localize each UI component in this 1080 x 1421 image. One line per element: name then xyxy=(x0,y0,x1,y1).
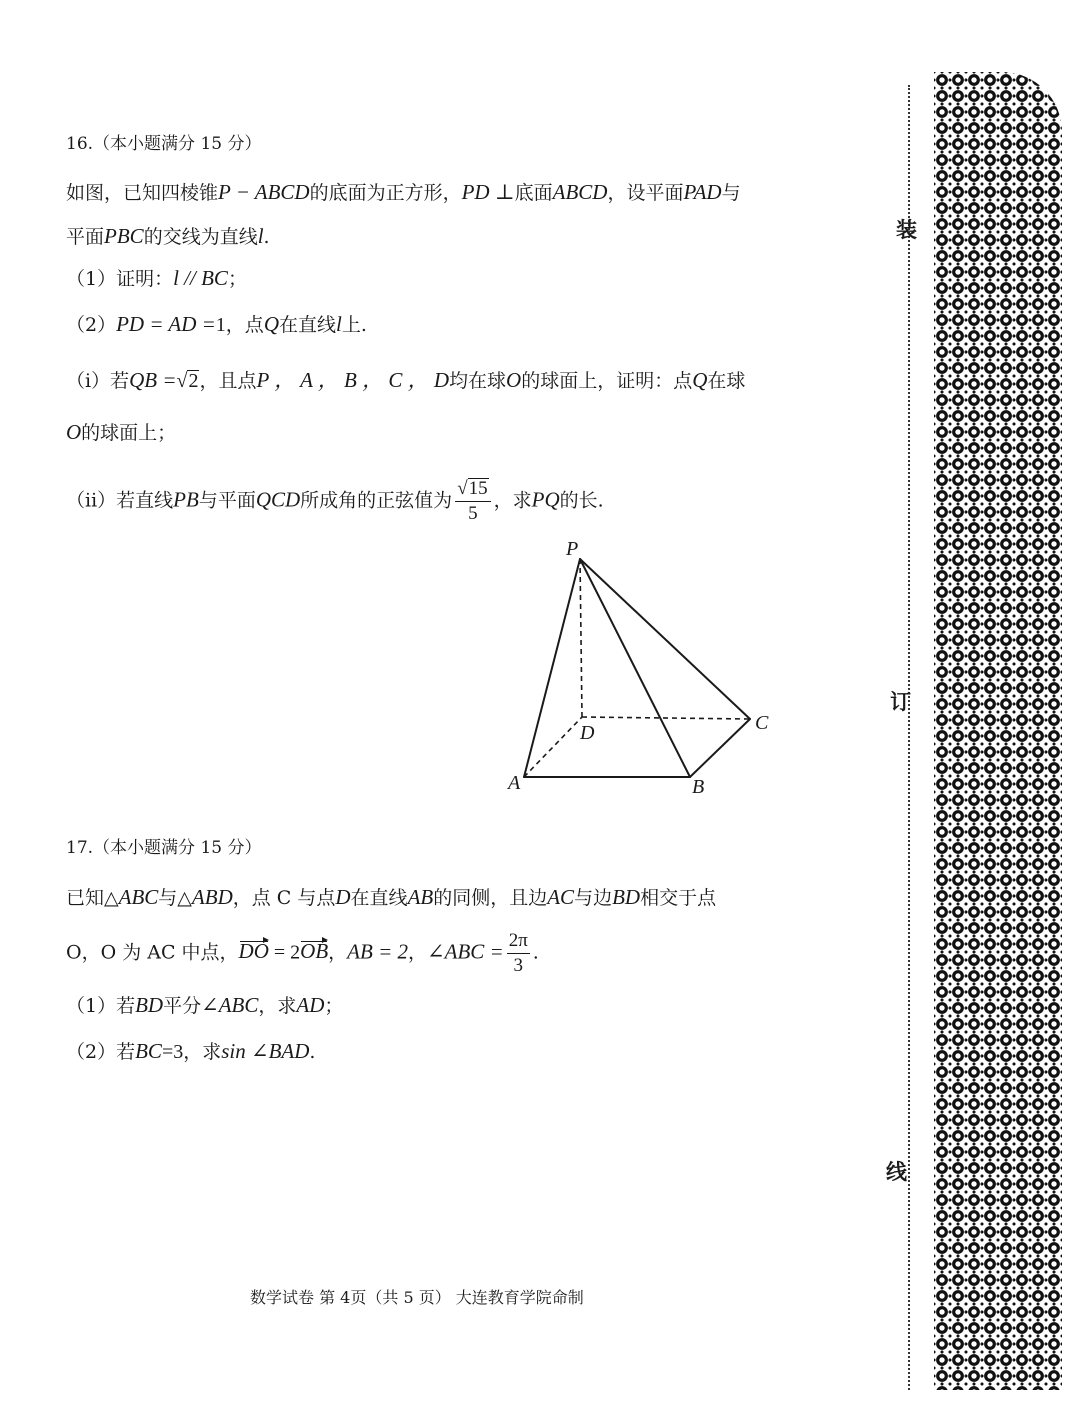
q17-header: 17.（本小题满分 15 分） xyxy=(66,838,262,858)
edge-PB xyxy=(580,559,690,777)
q16-subpart-ii: （ⅱ）若直线PB与平面QCD所成角的正弦值为 $\frac{√15}{5}$ ，求PQ的长. xyxy=(66,478,604,524)
page-footer: 数学试卷 第 4页（共 5 页） 大连教育学院命制 xyxy=(250,1288,584,1307)
sqrt15-over-5: $\frac{√15}{5}$ xyxy=(455,478,490,525)
q17-stem-line1: 已知△ABC与△ABD，点 C 与点D在直线AB的同侧，且边AC与边BD相交于点 xyxy=(66,885,717,909)
edge-DC xyxy=(582,717,750,719)
edge-PC xyxy=(580,559,750,719)
binding-mark-xian: 线 xyxy=(886,1159,907,1184)
q16-part2: （2）PD = AD =1，点Q在直线l上. xyxy=(66,312,367,336)
pyramid-figure xyxy=(490,535,800,800)
q16-stem-line2: 平面PBC的交线为直线l. xyxy=(66,224,270,248)
binding-dotted-line xyxy=(908,85,910,1390)
two-pi-over-3: $\frac{2\pi}{3}$ xyxy=(508,930,528,976)
edge-BC xyxy=(690,719,750,777)
q17-part1: （1）若BD平分∠ABC，求AD； xyxy=(66,993,344,1017)
binding-mark-zhuang: 装 xyxy=(896,217,917,242)
edge-PD xyxy=(580,559,582,717)
q17-part2: （2）若BC=3，求sin ∠BAD. xyxy=(66,1039,316,1063)
label-B: B xyxy=(692,776,705,798)
decorative-border-pattern xyxy=(934,72,1062,1390)
q17-stem-line2: O，O 为 AC 中点，DO = 2OB，AB = 2，∠ABC = $\frac{2\pi}{3}$ . xyxy=(66,930,539,976)
q16-subpart-i: （ⅰ）若QB =√2，且点P ， A ， B ， C ， D均在球O的球面上，证明：点Q在球 xyxy=(66,368,746,392)
label-P: P xyxy=(566,538,579,560)
q16-stem-line1: 如图，已知四棱锥P − ABCD的底面为正方形，PD ⊥底面ABCD，设平面PAD与 xyxy=(66,180,741,204)
vector-OB: OB xyxy=(300,939,329,964)
binding-mark-ding: 订 xyxy=(890,689,911,714)
label-C: C xyxy=(755,712,769,734)
q16-part1: （1）证明：l // BC； xyxy=(66,266,247,290)
edge-PA xyxy=(524,559,580,777)
q16-header: 16.（本小题满分 15 分） xyxy=(66,134,262,154)
vector-DO: DO xyxy=(238,939,269,964)
label-A: A xyxy=(508,772,521,794)
q16-subpart-i-cont: O的球面上； xyxy=(66,420,177,444)
label-D: D xyxy=(580,722,595,744)
